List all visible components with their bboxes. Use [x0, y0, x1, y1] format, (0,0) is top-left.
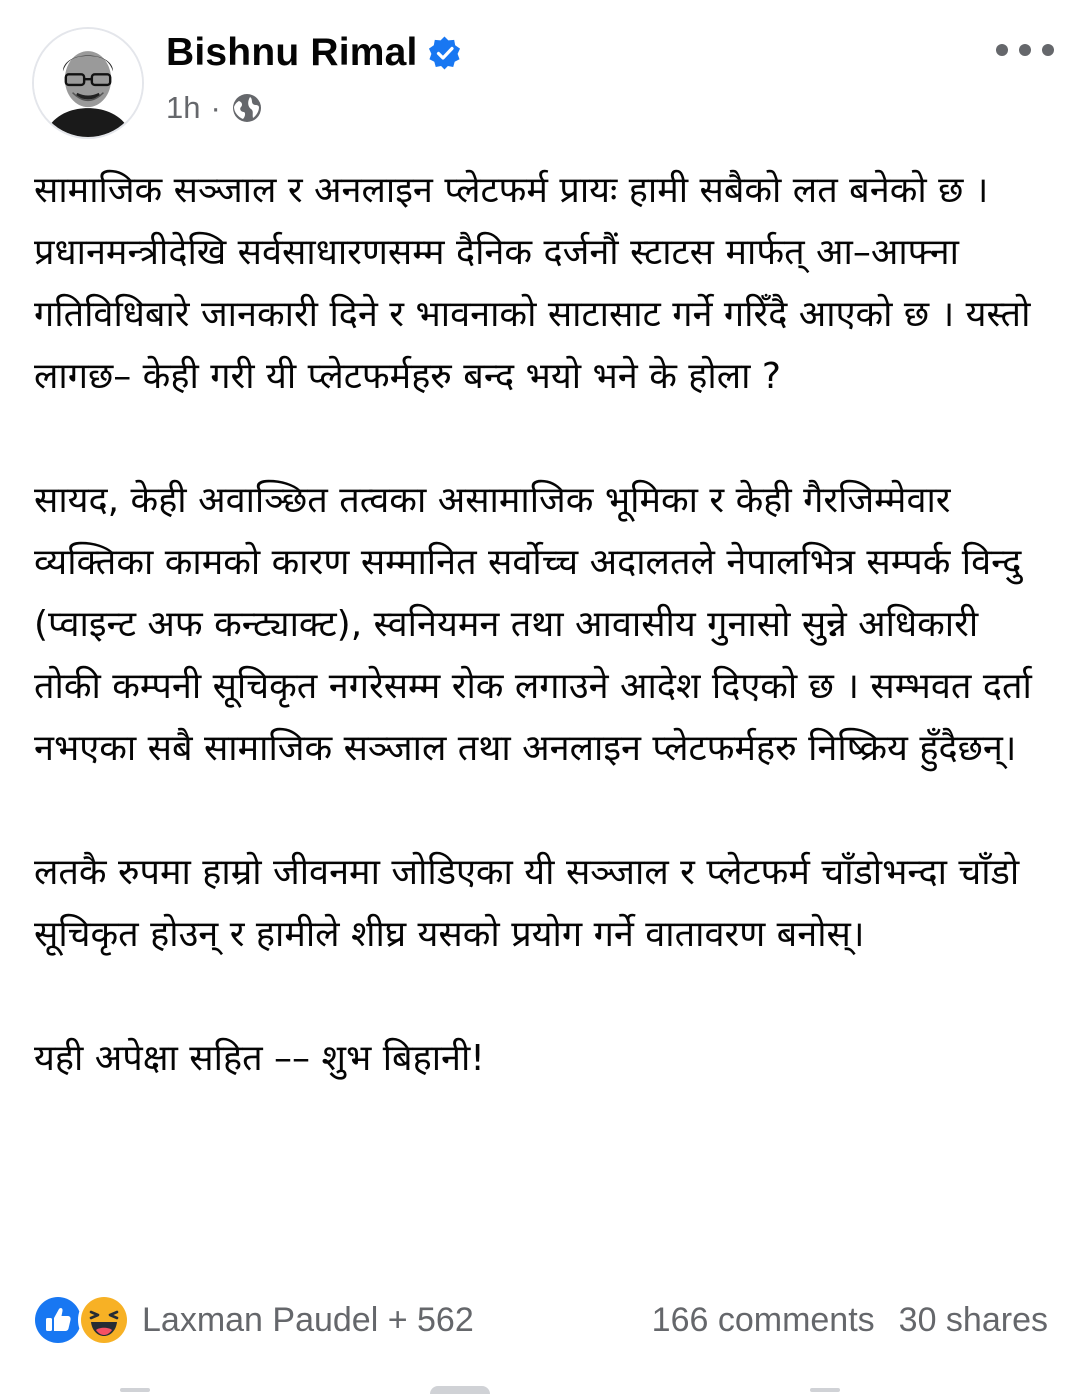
post-timestamp[interactable]: 1h: [166, 90, 201, 125]
like-action-icon[interactable]: [120, 1388, 150, 1392]
reaction-summary[interactable]: Laxman Paudel + 562: [142, 1300, 474, 1339]
reactions-bar: [32, 1292, 1048, 1348]
author-name[interactable]: Bishnu Rimal: [166, 31, 418, 74]
post-header: [0, 0, 1080, 150]
more-dot: [1042, 44, 1054, 56]
comment-action-icon[interactable]: [430, 1386, 490, 1394]
post-meta: [166, 86, 263, 130]
post-paragraph: सामाजिक सञ्जाल र अनलाइन प्लेटफर्म प्रायः हामी सबैको लत बनेको छ । प्रधानमन्त्रीदेखि सर्वसाधारणसम्म दैनिक दर्जनौं स्टाटस मार्फत् आ–आफ्ना गतिविधिबारे जानकारी दिने र भावनाको साटासाट गर्ने गरिँदै आएको छ । यस्तो लागछ– केही गरी यी प्लेटफर्महरु बन्द भयो भने के होला ?: [34, 170, 1031, 397]
haha-icon: [78, 1294, 130, 1346]
shares-count[interactable]: 30 shares: [898, 1300, 1048, 1339]
comments-count[interactable]: 166 comments: [651, 1300, 875, 1339]
post-text: [34, 160, 1044, 1090]
post-paragraph: लतकै रुपमा हाम्रो जीवनमा जोडिएका यी सञ्जाल र प्लेटफर्म चाँडोभन्दा चाँडो सूचिकृत होउन् र हामीले शीघ्र यसको प्रयोग गर्ने वातावरण बनोस्।: [34, 852, 1020, 955]
verified-badge-icon: [428, 36, 462, 70]
globe-icon[interactable]: [231, 92, 263, 124]
more-dot: [996, 44, 1008, 56]
more-dot: [1019, 44, 1031, 56]
share-action-icon[interactable]: [810, 1388, 840, 1392]
action-bar-partial: [0, 1380, 1080, 1399]
author-row: [166, 28, 462, 78]
more-options-icon[interactable]: [996, 30, 1054, 70]
like-icon: [32, 1294, 84, 1346]
reaction-icons[interactable]: [32, 1294, 130, 1346]
post-paragraph: सायद, केही अवाञ्छित तत्वका असामाजिक भूमिका र केही गैरजिम्मेवार व्यक्तिका कामको कारण सम्मानित सर्वोच्च अदालतले नेपालभित्र सम्पर्क विन्दु (प्वाइन्ट अफ कन्ट्याक्ट), स्वनियमन तथा आवासीय गुनासो सुन्ने अधिकारी तोकी कम्पनी सूचिकृत नगरेसम्म रोक लगाउने आदेश दिएको छ । सम्भवत दर्ता नभएका सबै सामाजिक सञ्जाल तथा अनलाइन प्लेटफर्महरु निष्क्रिय हुँदैछन्।: [34, 480, 1032, 769]
author-avatar[interactable]: [32, 27, 144, 139]
post-paragraph: यही अपेक्षा सहित –– शुभ बिहानी!: [34, 1038, 485, 1079]
engagement-counts: [652, 1301, 1048, 1340]
meta-separator: ·: [210, 90, 221, 125]
avatar-portrait-icon: [34, 29, 142, 137]
